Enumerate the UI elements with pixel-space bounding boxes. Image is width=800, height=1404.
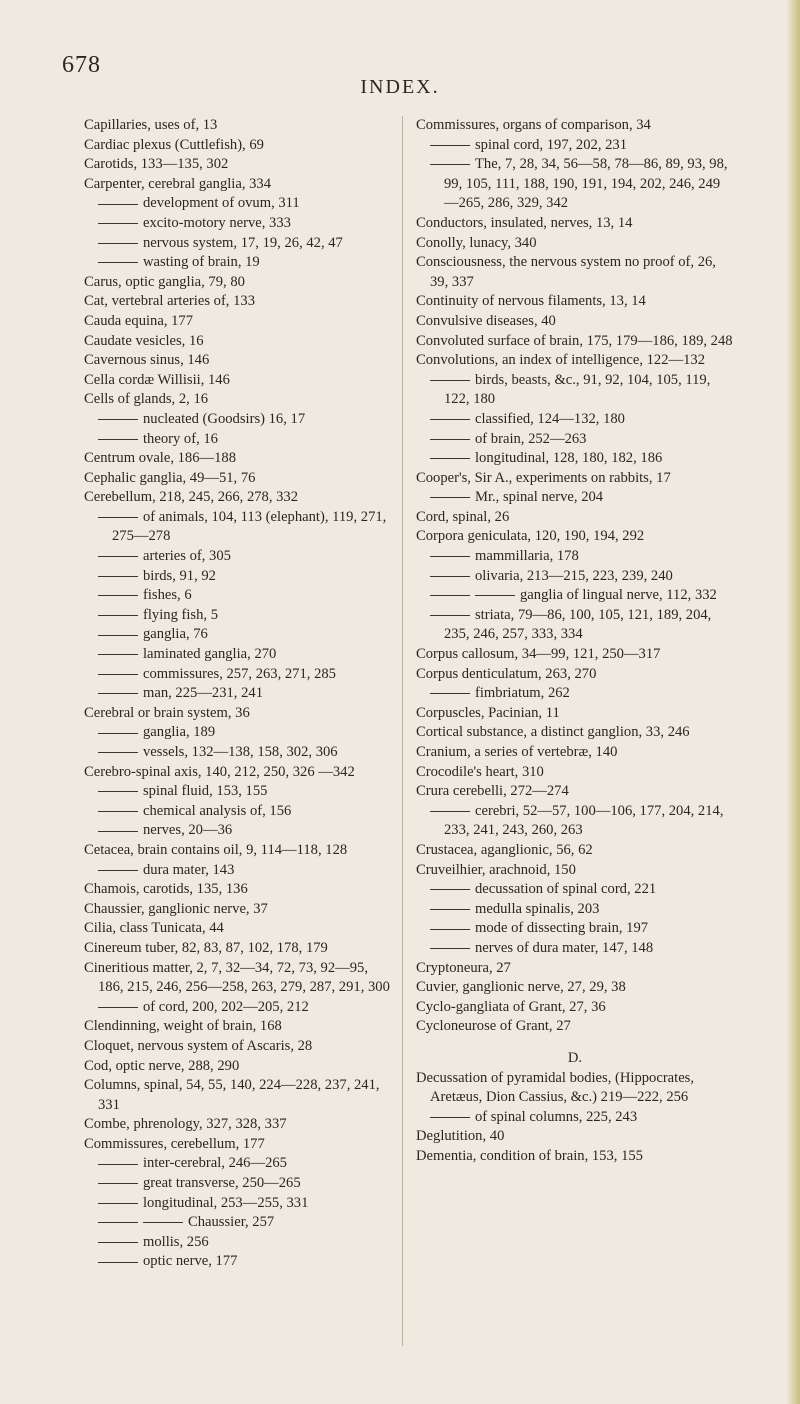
index-entry-text: Cyclo-gangliata of Grant, 27, 36 [416, 998, 606, 1015]
index-entry-text: Cord, spinal, 26 [416, 508, 510, 525]
index-entry-text: Commissures, organs of comparison, 34 [416, 117, 651, 133]
index-subentry [84, 802, 394, 822]
index-subentry [84, 1252, 394, 1272]
index-entry-text: Corpus denticulatum, 263, 270 [416, 665, 597, 682]
index-entry [84, 116, 394, 136]
index-entry-text: chemical analysis of, 156 [143, 802, 292, 819]
index-entry-text: of spinal columns, 225, 243 [475, 1108, 638, 1125]
index-entry-text: Crustacea, aganglionic, 56, 62 [416, 841, 593, 858]
index-entry [84, 1037, 394, 1057]
index-subentry [416, 900, 734, 920]
ditto-dash [98, 654, 138, 655]
index-entry-text: Cranium, a series of vertebræ, 140 [416, 744, 618, 760]
index-entry-text: nerves of dura mater, 147, 148 [475, 939, 654, 956]
index-subentry [84, 821, 394, 841]
index-entry-text: The, 7, 28, 34, 56—58, 78—86, 89, 93, 98, 99, 105, 111, 188, 190, 191, 194, 202, 246, 249—265, 286, 329, 342 [444, 156, 728, 212]
index-entry [84, 332, 394, 352]
index-entry [416, 292, 734, 312]
index-entry-text: Carus, optic ganglia, 79, 80 [84, 273, 245, 290]
index-entry-text: Cerebro-spinal axis, 140, 212, 250, 326 —342 [84, 763, 355, 780]
ditto-dash [98, 811, 138, 812]
ditto-dash [98, 223, 138, 224]
index-entry-text: Cortical substance, a distinct ganglion, 33, 246 [416, 724, 690, 741]
index-entry-text: longitudinal, 253—255, 331 [143, 1194, 309, 1211]
index-entry [84, 469, 394, 489]
index-entry-text: ganglia of lingual nerve, 112, 332 [520, 587, 717, 604]
index-entry-text: commissures, 257, 263, 271, 285 [143, 665, 336, 682]
index-entry [416, 1127, 734, 1147]
index-entry [84, 763, 394, 783]
index-entry-text: dura mater, 143 [143, 861, 235, 878]
index-entry-text: Caudate vesicles, 16 [84, 332, 204, 349]
ditto-dash [98, 517, 138, 518]
index-subentry [84, 861, 394, 881]
index-subentry [84, 567, 394, 587]
index-entry [416, 234, 734, 254]
index-entry-text: Combe, phrenology, 327, 328, 337 [84, 1116, 287, 1133]
index-subentry [84, 743, 394, 763]
index-subentry [416, 939, 734, 959]
index-entry-text: Clendinning, weight of brain, 168 [84, 1018, 282, 1035]
ditto-dash [98, 1262, 138, 1263]
ditto-dash [98, 870, 138, 871]
index-entry [416, 116, 734, 136]
index-subentry [416, 371, 734, 410]
index-entry-text: vessels, 132—138, 158, 302, 306 [143, 744, 338, 760]
index-entry [416, 743, 734, 763]
index-subentry [416, 449, 734, 469]
ditto-dash [475, 595, 515, 596]
ditto-dash [98, 1183, 138, 1184]
index-entry-text: Cycloneurose of Grant, 27 [416, 1018, 571, 1035]
index-subentry [84, 665, 394, 685]
index-subentry [84, 1213, 394, 1233]
index-entry-text: flying fish, 5 [143, 606, 218, 623]
index-entry-text: spinal fluid, 153, 155 [143, 783, 268, 800]
index-entry-text: Cinereum tuber, 82, 83, 87, 102, 178, 179 [84, 939, 328, 956]
ditto-dash [98, 576, 138, 577]
index-entry-text: Carpenter, cerebral ganglia, 334 [84, 175, 272, 192]
index-entry-text: Consciousness, the nervous system no proof of, 26, 39, 337 [416, 254, 716, 290]
index-entry [416, 782, 734, 802]
ditto-dash [98, 204, 138, 205]
index-entry [84, 273, 394, 293]
index-entry-text: birds, beasts, &c., 91, 92, 104, 105, 119, 122, 180 [444, 371, 711, 408]
index-entry-text: Commissures, cerebellum, 177 [84, 1135, 265, 1152]
index-entry-text: spinal cord, 197, 202, 231 [475, 136, 628, 153]
index-entry [84, 939, 394, 959]
index-entry-text: nerves, 20—36 [143, 822, 233, 839]
ditto-dash [98, 419, 138, 420]
index-entry-text: Cavernous sinus, 146 [84, 352, 210, 369]
ditto-dash [430, 693, 470, 694]
index-subentry [84, 194, 394, 214]
index-entry-text: fimbriatum, 262 [475, 685, 570, 702]
ditto-dash [98, 674, 138, 675]
index-entry-text: Cineritious matter, 2, 7, 32—34, 72, 73, 92—95, 186, 215, 246, 256—258, 263, 279, 287, 291, 300 [84, 959, 390, 996]
index-entry-text: Convulsive diseases, 40 [416, 312, 556, 329]
index-entry-text: Chamois, carotids, 135, 136 [84, 881, 248, 898]
ditto-dash [98, 243, 138, 244]
ditto-dash [98, 1222, 138, 1223]
index-subentry [84, 508, 394, 547]
ditto-dash [430, 556, 470, 557]
index-entry-text: Chaussier, ganglionic nerve, 37 [84, 900, 268, 917]
index-entry [84, 390, 394, 410]
ditto-dash [430, 576, 470, 577]
page-number: 678 [62, 52, 101, 78]
column-divider [402, 116, 403, 1346]
index-subentry [84, 1233, 394, 1253]
index-entry-text: Convoluted surface of brain, 175, 179—186, 189, 248 [416, 332, 733, 349]
ditto-dash [98, 556, 138, 557]
index-entry-text: D. [567, 1049, 583, 1066]
ditto-dash [98, 1203, 138, 1204]
ditto-dash [430, 909, 470, 910]
index-entry [84, 136, 394, 156]
index-entry-text: medulla spinalis, 203 [475, 900, 600, 917]
ditto-dash [430, 497, 470, 498]
index-entry-text: Centrum ovale, 186—188 [84, 450, 236, 467]
index-subentry [416, 684, 734, 704]
index-entry-text: Cephalic ganglia, 49—51, 76 [84, 469, 256, 486]
index-entry-text: man, 225—231, 241 [143, 685, 263, 702]
index-entry-text: Dementia, condition of brain, 153, 155 [416, 1147, 643, 1164]
index-subentry [84, 998, 394, 1018]
index-entry-text: mammillaria, 178 [475, 548, 579, 565]
index-entry [416, 1069, 734, 1108]
index-subentry [84, 430, 394, 450]
ditto-dash [430, 948, 470, 949]
index-entry-text: Crocodile's heart, 310 [416, 763, 544, 780]
index-entry [416, 469, 734, 489]
ditto-dash [98, 615, 138, 616]
index-entry [416, 978, 734, 998]
index-section-letter [416, 1049, 734, 1069]
ditto-dash [430, 595, 470, 596]
index-entry-text: cerebri, 52—57, 100—106, 177, 204, 214, 233, 241, 243, 260, 263 [444, 802, 724, 839]
index-entry-text: of animals, 104, 113 (elephant), 119, 271, 275—278 [112, 508, 387, 545]
index-subentry [84, 253, 394, 273]
index-entry-text: wasting of brain, 19 [143, 254, 260, 271]
index-entry [416, 1017, 734, 1037]
index-subentry [416, 155, 734, 214]
index-left-column [84, 116, 394, 1272]
index-entry [84, 880, 394, 900]
ditto-dash [98, 752, 138, 753]
ditto-dash [98, 595, 138, 596]
index-subentry [416, 430, 734, 450]
index-entry [84, 1017, 394, 1037]
index-subentry [416, 880, 734, 900]
index-entry-text: Cooper's, Sir A., experiments on rabbits, 17 [416, 469, 671, 486]
index-entry [84, 175, 394, 195]
ditto-dash [430, 145, 470, 146]
index-entry [416, 214, 734, 234]
ditto-dash [430, 439, 470, 440]
ditto-dash [430, 889, 470, 890]
index-entry [416, 332, 734, 352]
index-entry-text: Cauda equina, 177 [84, 312, 194, 329]
index-entry-text: ganglia, 189 [143, 724, 216, 741]
ditto-dash [430, 458, 470, 459]
ditto-dash [98, 1007, 138, 1008]
index-entry-text: of brain, 252—263 [475, 430, 587, 447]
index-entry [416, 704, 734, 724]
index-entry-text: Cells of glands, 2, 16 [84, 391, 209, 408]
index-entry [84, 959, 394, 998]
index-entry-text: nucleated (Goodsirs) 16, 17 [143, 410, 306, 427]
index-entry-text: Columns, spinal, 54, 55, 140, 224—228, 237, 241, 331 [84, 1077, 380, 1113]
index-entry-text: development of ovum, 311 [143, 195, 300, 212]
ditto-dash [430, 164, 470, 165]
index-entry [84, 1076, 394, 1115]
index-entry-text: Corpora geniculata, 120, 190, 194, 292 [416, 528, 645, 545]
ditto-dash [430, 1117, 470, 1118]
index-entry-text: Chaussier, 257 [188, 1214, 275, 1231]
index-entry-text: Cerebral or brain system, 36 [84, 704, 250, 721]
ditto-dash [98, 635, 138, 636]
index-entry [84, 841, 394, 861]
index-entry-text: Cod, optic nerve, 288, 290 [84, 1057, 240, 1074]
index-entry [416, 645, 734, 665]
index-entry [416, 763, 734, 783]
index-subentry [84, 410, 394, 430]
index-subentry [416, 919, 734, 939]
index-entry [416, 527, 734, 547]
index-entry-text: Cetacea, brain contains oil, 9, 114—118, 128 [84, 841, 348, 858]
index-entry [84, 704, 394, 724]
index-entry [416, 723, 734, 743]
index-subentry [416, 606, 734, 645]
index-entry-text: Deglutition, 40 [416, 1128, 505, 1145]
ditto-dash [98, 831, 138, 832]
ditto-dash [98, 733, 138, 734]
index-entry-text: Mr., spinal nerve, 204 [475, 489, 604, 506]
ditto-dash [98, 262, 138, 263]
index-entry [84, 155, 394, 175]
index-entry-text: fishes, 6 [143, 587, 192, 604]
index-entry-text: Cryptoneura, 27 [416, 959, 511, 976]
index-entry-text: arteries of, 305 [143, 548, 231, 565]
index-entry-text: Cloquet, nervous system of Ascaris, 28 [84, 1037, 313, 1054]
index-entry-text: Cardiac plexus (Cuttlefish), 69 [84, 136, 264, 153]
index-entry-text: laminated ganglia, 270 [143, 646, 277, 663]
ditto-dash [143, 1222, 183, 1223]
index-subentry [84, 723, 394, 743]
index-subentry [84, 547, 394, 567]
index-entry [416, 998, 734, 1018]
ditto-dash [98, 1164, 138, 1165]
page-header: INDEX. [360, 76, 440, 98]
index-entry [84, 1057, 394, 1077]
index-subentry [416, 136, 734, 156]
index-entry-text: Corpus callosum, 34—99, 121, 250—317 [416, 646, 661, 663]
index-entry-text: Corpuscles, Pacinian, 11 [416, 704, 560, 721]
index-entry-text: Cruveilhier, arachnoid, 150 [416, 861, 576, 878]
index-entry [84, 1135, 394, 1155]
index-subentry [84, 645, 394, 665]
index-entry [84, 292, 394, 312]
index-entry [84, 900, 394, 920]
index-entry-text: Cerebellum, 218, 245, 266, 278, 332 [84, 489, 299, 506]
index-entry [84, 919, 394, 939]
index-entry [416, 861, 734, 881]
index-entry-text: Decussation of pyramidal bodies, (Hippocrates, Aretæus, Dion Cassius, &c.) 219—222, 256 [416, 1069, 695, 1106]
index-subentry [416, 410, 734, 430]
index-entry [416, 253, 734, 292]
index-entry-text: Continuity of nervous filaments, 13, 14 [416, 293, 646, 310]
index-entry [416, 312, 734, 332]
index-entry-text: Cuvier, ganglionic nerve, 27, 29, 38 [416, 979, 626, 996]
index-subentry [84, 234, 394, 254]
index-entry [84, 449, 394, 469]
index-entry-text: excito-motory nerve, 333 [143, 214, 291, 231]
index-entry-text: classified, 124—132, 180 [475, 410, 625, 427]
index-entry [416, 1147, 734, 1167]
index-entry-text: Cat, vertebral arteries of, 133 [84, 293, 255, 310]
index-entry-text: inter-cerebral, 246—265 [143, 1155, 287, 1172]
index-entry-text: ganglia, 76 [143, 626, 208, 643]
index-subentry [416, 547, 734, 567]
index-subentry [84, 625, 394, 645]
ditto-dash [98, 1242, 138, 1243]
index-entry-text: olivaria, 213—215, 223, 239, 240 [475, 567, 673, 584]
ditto-dash [430, 929, 470, 930]
index-entry-text: optic nerve, 177 [143, 1253, 238, 1270]
index-entry [416, 959, 734, 979]
index-entry [84, 312, 394, 332]
index-entry-text: Convolutions, an index of intelligence, 122—132 [416, 352, 705, 369]
index-entry-text: striata, 79—86, 100, 105, 121, 189, 204, 235, 246, 257, 333, 334 [444, 606, 712, 643]
index-subentry [84, 1174, 394, 1194]
index-subentry [416, 488, 734, 508]
index-entry-text: decussation of spinal cord, 221 [475, 881, 657, 898]
index-subentry [84, 1194, 394, 1214]
index-entry [84, 1115, 394, 1135]
index-subentry [416, 586, 734, 606]
ditto-dash [98, 439, 138, 440]
index-subentry [84, 1154, 394, 1174]
index-subentry [84, 586, 394, 606]
index-subentry [416, 1108, 734, 1128]
index-subentry [84, 606, 394, 626]
index-entry [416, 665, 734, 685]
index-entry [416, 508, 734, 528]
index-entry-text: mode of dissecting brain, 197 [475, 920, 649, 937]
index-entry-text: of cord, 200, 202—205, 212 [143, 998, 309, 1015]
index-entry-text: mollis, 256 [143, 1233, 209, 1250]
page-edge [786, 0, 800, 1404]
ditto-dash [98, 791, 138, 792]
index-entry [416, 351, 734, 371]
index-entry-text: birds, 91, 92 [143, 567, 216, 584]
index-subentry [84, 214, 394, 234]
index-entry-text: Cilia, class Tunicata, 44 [84, 920, 224, 937]
index-subentry [416, 567, 734, 587]
index-subentry [84, 782, 394, 802]
index-entry-text: Carotids, 133—135, 302 [84, 156, 229, 173]
ditto-dash [98, 693, 138, 694]
index-entry-text: nervous system, 17, 19, 26, 42, 47 [143, 234, 343, 251]
index-entry-text: longitudinal, 128, 180, 182, 186 [475, 450, 663, 467]
index-subentry [416, 802, 734, 841]
ditto-dash [430, 811, 470, 812]
ditto-dash [430, 615, 470, 616]
index-right-column [416, 116, 734, 1166]
ditto-dash [430, 419, 470, 420]
index-entry-text: Capillaries, uses of, 13 [84, 117, 218, 133]
index-entry-text: Cella cordæ Willisii, 146 [84, 371, 230, 388]
index-entry [84, 488, 394, 508]
index-entry [84, 371, 394, 391]
index-entry-text: Conolly, lunacy, 340 [416, 234, 537, 251]
ditto-dash [430, 380, 470, 381]
index-entry-text: Crura cerebelli, 272—274 [416, 783, 569, 800]
index-entry-text: theory of, 16 [143, 430, 218, 447]
index-entry-text: great transverse, 250—265 [143, 1175, 301, 1192]
index-entry [84, 351, 394, 371]
index-entry-text: Conductors, insulated, nerves, 13, 14 [416, 214, 633, 231]
index-subentry [84, 684, 394, 704]
index-entry [416, 841, 734, 861]
